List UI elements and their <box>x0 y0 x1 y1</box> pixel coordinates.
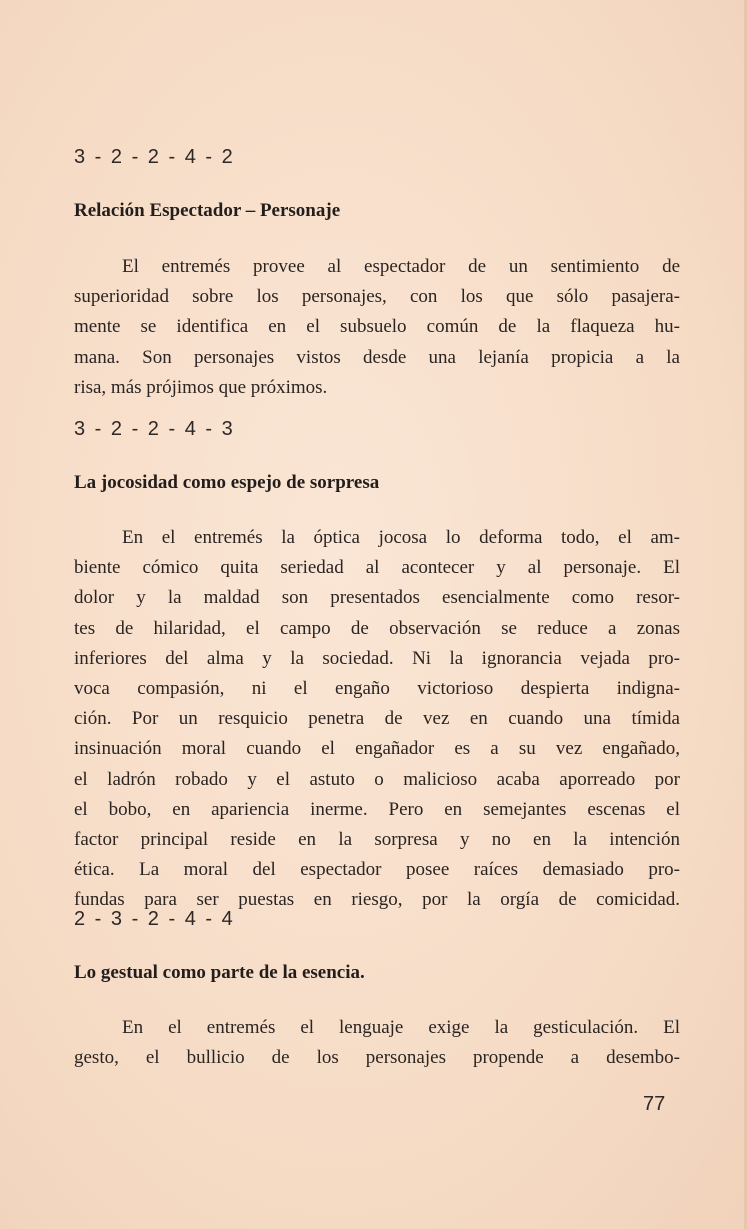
text-line: el ladrón robado y el astuto o malicioso acaba aporreado por <box>74 768 680 790</box>
text-line: fundas para ser puestas en riesgo, por la orgía de comicidad. <box>74 889 680 911</box>
text-line: insinuación moral cuando el engañador es a su vez engañado, <box>74 738 680 760</box>
text-line: dolor y la maldad son presentados esencialmente como resor- <box>74 587 680 609</box>
section-paragraph-1 <box>74 252 680 403</box>
text-line: superioridad sobre los personajes, con los que sólo pasajera- <box>74 286 680 308</box>
text-line: mana. Son personajes vistos desde una lejanía propicia a la <box>74 346 680 368</box>
text-line: ción. Por un resquicio penetra de vez en cuando una tímida <box>74 708 680 730</box>
text-line: risa, más prójimos que próximos. <box>74 376 328 398</box>
text-line: tes de hilaridad, el campo de observación se reduce a zonas <box>74 617 680 639</box>
text-line: mente se identifica en el subsuelo común de la flaqueza hu- <box>74 316 680 338</box>
text-line: factor principal reside en la sorpresa y no en la intención <box>74 828 680 850</box>
text-line: el bobo, en apariencia inerme. Pero en semejantes escenas el <box>74 798 680 820</box>
text-line: En el entremés el lenguaje exige la gesticulación. El <box>122 1017 680 1038</box>
text-line: En el entremés la óptica jocosa lo deforma todo, el am- <box>122 527 680 548</box>
section-heading-2: La jocosidad como espejo de sorpresa <box>74 472 380 493</box>
page-number: 77 <box>643 1093 666 1115</box>
section-paragraph-3 <box>74 1013 680 1073</box>
section-number-3: 2 - 3 - 2 - 4 - 4 <box>74 908 235 930</box>
text-line: ética. La moral del espectador posee raíces demasiado pro- <box>74 859 680 881</box>
section-number-2: 3 - 2 - 2 - 4 - 3 <box>74 418 235 440</box>
section-number-1: 3 - 2 - 2 - 4 - 2 <box>74 146 235 168</box>
text-line: gesto, el bullicio de los personajes propende a desembo- <box>74 1047 680 1069</box>
text-line: biente cómico quita seriedad al acontecer y al personaje. El <box>74 557 680 579</box>
section-heading-1: Relación Espectador – Personaje <box>74 200 341 221</box>
section-heading-3: Lo gestual como parte de la esencia. <box>74 962 365 983</box>
text-line: El entremés provee al espectador de un sentimiento de <box>122 256 680 277</box>
section-paragraph-2 <box>74 523 680 915</box>
text-line: voca compasión, ni el engaño victorioso despierta indigna- <box>74 677 680 699</box>
text-line: inferiores del alma y la sociedad. Ni la ignorancia vejada pro- <box>74 647 680 669</box>
